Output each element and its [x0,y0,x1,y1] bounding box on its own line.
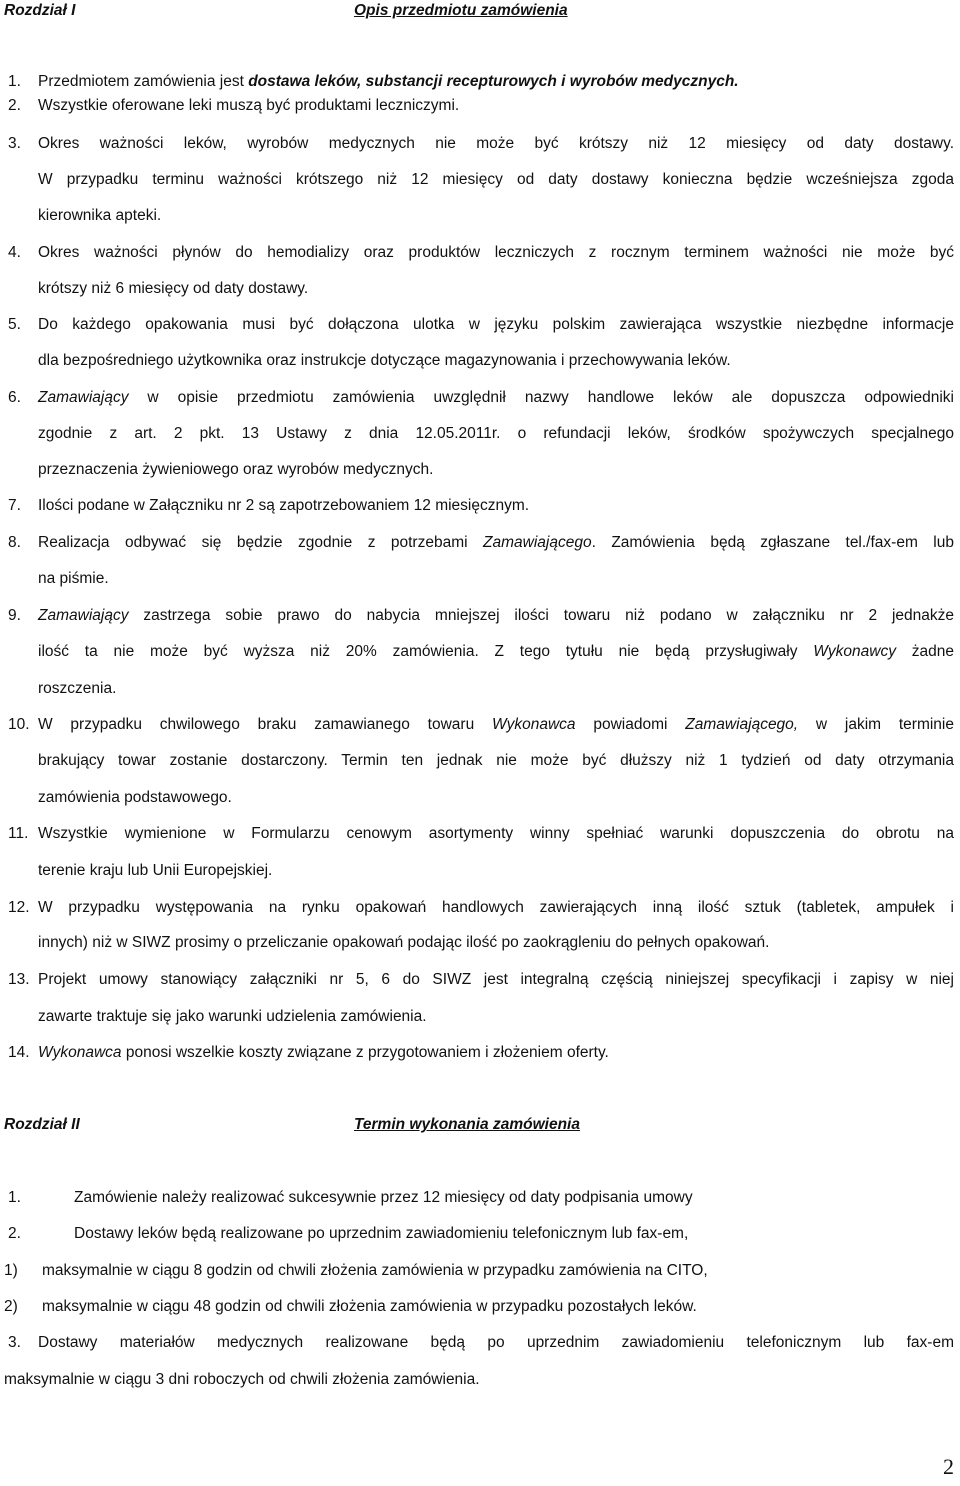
page-number: 2 [943,1454,954,1479]
list-item-line: Realizacja odbywać się będzie zgodnie z potrzebami Zamawiającego. Zamówienia będą zgłaszane tel./fax-em lub [38,534,954,551]
item-number: 12. [8,899,30,916]
list-item: Dostawy leków będą realizowane po uprzednim zawiadomieniu telefonicznym lub fax-em, [74,1225,689,1242]
item-number: 10. [8,716,30,733]
list-item-line: Wszystkie wymienione w Formularzu cenowym asortymenty winny spełniać warunki dopuszczenia do obrotu na [38,825,954,842]
item-number: 1. [8,1189,21,1206]
sub-item-number: 1) [4,1262,18,1279]
list-item-line: Okres ważności płynów do hemodializy oraz produktów leczniczych z rocznym terminem ważności nie może być [38,244,954,261]
item-number: 5. [8,316,21,333]
item-number: 3. [8,1334,21,1351]
item-number: 6. [8,389,21,406]
list-item-line: zamówienia podstawowego. [38,789,232,806]
list-item-line: na piśmie. [38,570,109,587]
item-number: 11. [8,825,29,842]
list-item: Ilości podane w Załączniku nr 2 są zapotrzebowaniem 12 miesięcznym. [38,497,530,514]
list-item: Zamówienie należy realizować sukcesywnie przez 12 miesięcy od daty podpisania umowy [74,1189,693,1206]
sub-list-item: maksymalnie w ciągu 48 godzin od chwili złożenia zamówienia w przypadku pozostałych leków. [42,1298,697,1315]
chapter-title: Opis przedmiotu zamówienia [354,2,568,19]
item-number: 2. [8,1225,21,1242]
list-item-line: W przypadku chwilowego braku zamawianego towaru Wykonawca powiadomi Zamawiającego, w jakim terminie [38,716,954,733]
list-item-line: W przypadku występowania na rynku opakowań handlowych zawierających inną ilość sztuk (tabletek, ampułek i [38,899,954,916]
item-number: 13. [8,971,30,988]
sub-item-number: 2) [4,1298,18,1315]
chapter-title: Termin wykonania zamówienia [354,1116,580,1133]
list-item-line: Projekt umowy stanowiący załączniki nr 5, 6 do SIWZ jest integralną częścią niniejszej specyfikacji i zapisy w niej [38,971,954,988]
item-number: 1. [8,73,21,90]
list-item-line: kierownika apteki. [38,207,162,224]
list-item-line: przeznaczenia żywieniowego oraz wyrobów medycznych. [38,461,434,478]
list-item: Przedmiotem zamówienia jest dostawa leków, substancji recepturowych i wyrobów medycznych. [38,73,739,90]
list-item-line: Zamawiający zastrzega sobie prawo do nabycia mniejszej ilości towaru niż podano w załączniku nr 2 jednakże [38,607,954,624]
list-item-line: brakujący towar zostanie dostarczony. Termin ten jednak nie może być dłuższy niż 1 tydzień od daty otrzymania [38,752,954,769]
list-item-line: terenie kraju lub Unii Europejskiej. [38,862,273,879]
list-item-line: Zamawiający w opisie przedmiotu zamówienia uwzględnił nazwy handlowe leków ale dopuszcza odpowiedniki [38,389,954,406]
list-item: Wszystkie oferowane leki muszą być produktami leczniczymi. [38,97,460,114]
list-item-line: Okres ważności leków, wyrobów medycznych nie może być krótszy niż 12 miesięcy od daty dostawy. [38,135,954,152]
list-item-line: krótszy niż 6 miesięcy od daty dostawy. [38,280,309,297]
list-item-line: W przypadku terminu ważności krótszego niż 12 miesięcy od daty dostawy konieczna będzie wcześniejsza zgoda [38,171,954,188]
item-number: 3. [8,135,21,152]
list-item-line: Do każdego opakowania musi być dołączona ulotka w języku polskim zawierająca wszystkie niezbędne informacje [38,316,954,333]
list-item-line: zgodnie z art. 2 pkt. 13 Ustawy z dnia 12.05.2011r. o refundacji leków, środków spożywczych specjalnego [38,425,954,442]
item-number: 14. [8,1044,30,1061]
list-item-line: dla bezpośredniego użytkownika oraz instrukcje dotyczące magazynowania i przechowywania leków. [38,352,731,369]
sub-list-item: maksymalnie w ciągu 8 godzin od chwili złożenia zamówienia w przypadku zamówienia na CITO, [42,1262,708,1279]
chapter-heading: Rozdział II [4,1116,80,1133]
list-item-line: maksymalnie w ciągu 3 dni roboczych od chwili złożenia zamówienia. [4,1371,480,1388]
item-number: 4. [8,244,21,261]
list-item-line: zawarte traktuje się jako warunki udzielenia zamówienia. [38,1008,427,1025]
item-number: 8. [8,534,21,551]
item-number: 2. [8,97,21,114]
list-item-line: roszczenia. [38,680,117,697]
list-item-line: Dostawy materiałów medycznych realizowane będą po uprzednim zawiadomieniu telefonicznym lub fax-em [38,1334,954,1351]
list-item-line: ilość ta nie może być wyższa niż 20% zamówienia. Z tego tytułu nie będą przysługiwały Wykonawcy żadne [38,643,954,660]
list-item: Wykonawca ponosi wszelkie koszty związane z przygotowaniem i złożeniem oferty. [38,1044,609,1061]
list-item-line: innych) niż w SIWZ prosimy o przeliczanie opakowań podając ilość po zaokrągleniu do pełnych opakowań. [38,934,770,951]
chapter-heading: Rozdział I [4,2,76,19]
item-number: 9. [8,607,21,624]
item-number: 7. [8,497,21,514]
